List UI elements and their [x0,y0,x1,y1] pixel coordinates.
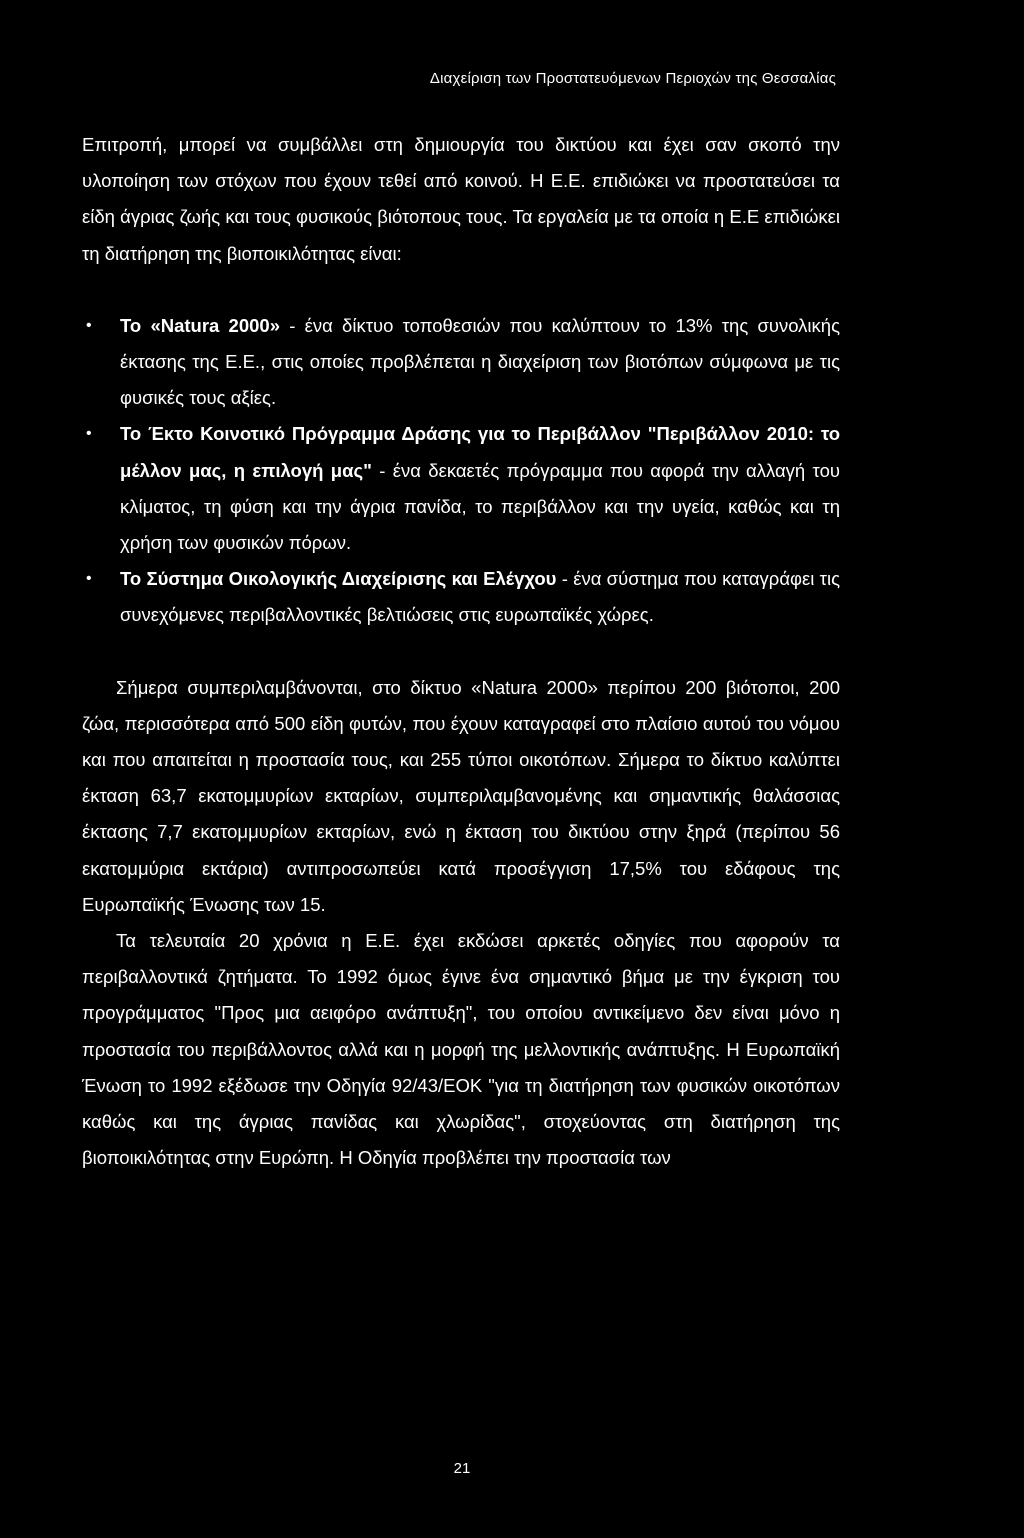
bullet-icon: • [86,425,92,443]
list-item-natura [82,308,840,417]
list-item-emas [82,561,840,633]
list-item-text: - ένα σύστημα που καταγράφει τις συνεχόμενες περιβαλλοντικές βελτιώσεις στις ευρωπαϊκές χώρες. [120,568,840,626]
running-header: Διαχείριση των Προστατευόμενων Περιοχών της Θεσσαλίας [429,70,836,87]
list-item-title: Το «Natura 2000» [120,314,281,336]
list-item-text: - ένα δίκτυο τοποθεσιών που καλύπτουν το 13% της συνολικής έκτασης της Ε.Ε., στις οποίες προβλέπεται η διαχείριση των βιοτόπων σύμφωνα με τις φυσικές τους αξίες. [120,314,840,409]
bullet-icon: • [86,570,92,588]
paragraph-gap [82,634,840,670]
paragraph-natura-stats: Σήμερα συμπεριλαμβάνονται, στο δίκτυο «Natura 2000» περίπου 200 βιότοποι, 200 ζώα, περισσότερα από 500 είδη φυτών, που έχουν καταγραφεί στο πλαίσιο αυτού του νόμου και που απαιτείται η προστασία τους, και 255 τύποι οικοτόπων. Σήμερα το δίκτυο καλύπτει έκταση 63,7 εκατομμυρίων εκταρίων, συμπεριλαμβανομένης και σημαντικής θαλάσσιας έκτασης 7,7 εκατομμυρίων εκταρίων, ενώ η έκταση του δικτύου στην ξηρά (περίπου 56 εκατομμύρια εκτάρια) αντιπροσωπεύει κατά προσέγγιση 17,5% του εδάφους της Ευρωπαϊκής Ένωσης των 15. [82,676,840,915]
list-item-title: Το Έκτο Κοινοτικό Πρόγραμμα Δράσης για το Περιβάλλον "Περιβάλλον 2010: το μέλλον μας, η επιλογή μας" [120,423,840,481]
paragraph-directives: Τα τελευταία 20 χρόνια η Ε.Ε. έχει εκδώσει αρκετές οδηγίες που αφορούν τα περιβαλλοντικά ζητήματα. Το 1992 όμως έγινε ένα σημαντικό βήμα με την έγκριση του προγράμματος "Προς μια αειφόρο ανάπτυξη", του οποίου αντικείμενο δεν είναι μόνο η προστασία του περιβάλλοντος αλλά και η μορφή της μελλοντικής ανάπτυξης. Η Ευρωπαϊκή Ένωση το 1992 εξέδωσε την Οδηγία 92/43/ΕΟΚ "για τη διατήρηση των φυσικών οικοτόπων καθώς και της άγριας πανίδας και χλωρίδας", στοχεύοντας στη διατήρηση της βιοποικιλότητας στην Ευρώπη. Η Οδηγία προβλέπει την προστασία των [82,930,840,1169]
paragraph-intro: Επιτροπή, μπορεί να συμβάλλει στη δημιουργία του δικτύου και έχει σαν σκοπό την υλοποίηση των στόχων που έχουν τεθεί από κοινού. Η Ε.Ε. επιδιώκει να προστατεύσει τα είδη άγριας ζωής και τους φυσικούς βιότοπους τους. Τα εργαλεία με τα οποία η Ε.Ε επιδιώκει τη διατήρηση της βιοποικιλότητας είναι: [82,134,840,264]
list-item-title: Το Σύστημα Οικολογικής Διαχείρισης και Ελέγχου [120,568,557,590]
page-number: 21 [453,1460,471,1477]
bullet-icon: • [86,316,92,334]
list-item-text: - ένα δεκαετές πρόγραμμα που αφορά την αλλαγή του κλίματος, τη φύση και την άγρια πανίδα, το περιβάλλον και την υγεία, καθώς και τη χρήση των φυσικών πόρων. [120,459,840,554]
list-item-action-programme [82,416,840,561]
page-body [82,127,840,1176]
bullet-list [82,308,840,634]
